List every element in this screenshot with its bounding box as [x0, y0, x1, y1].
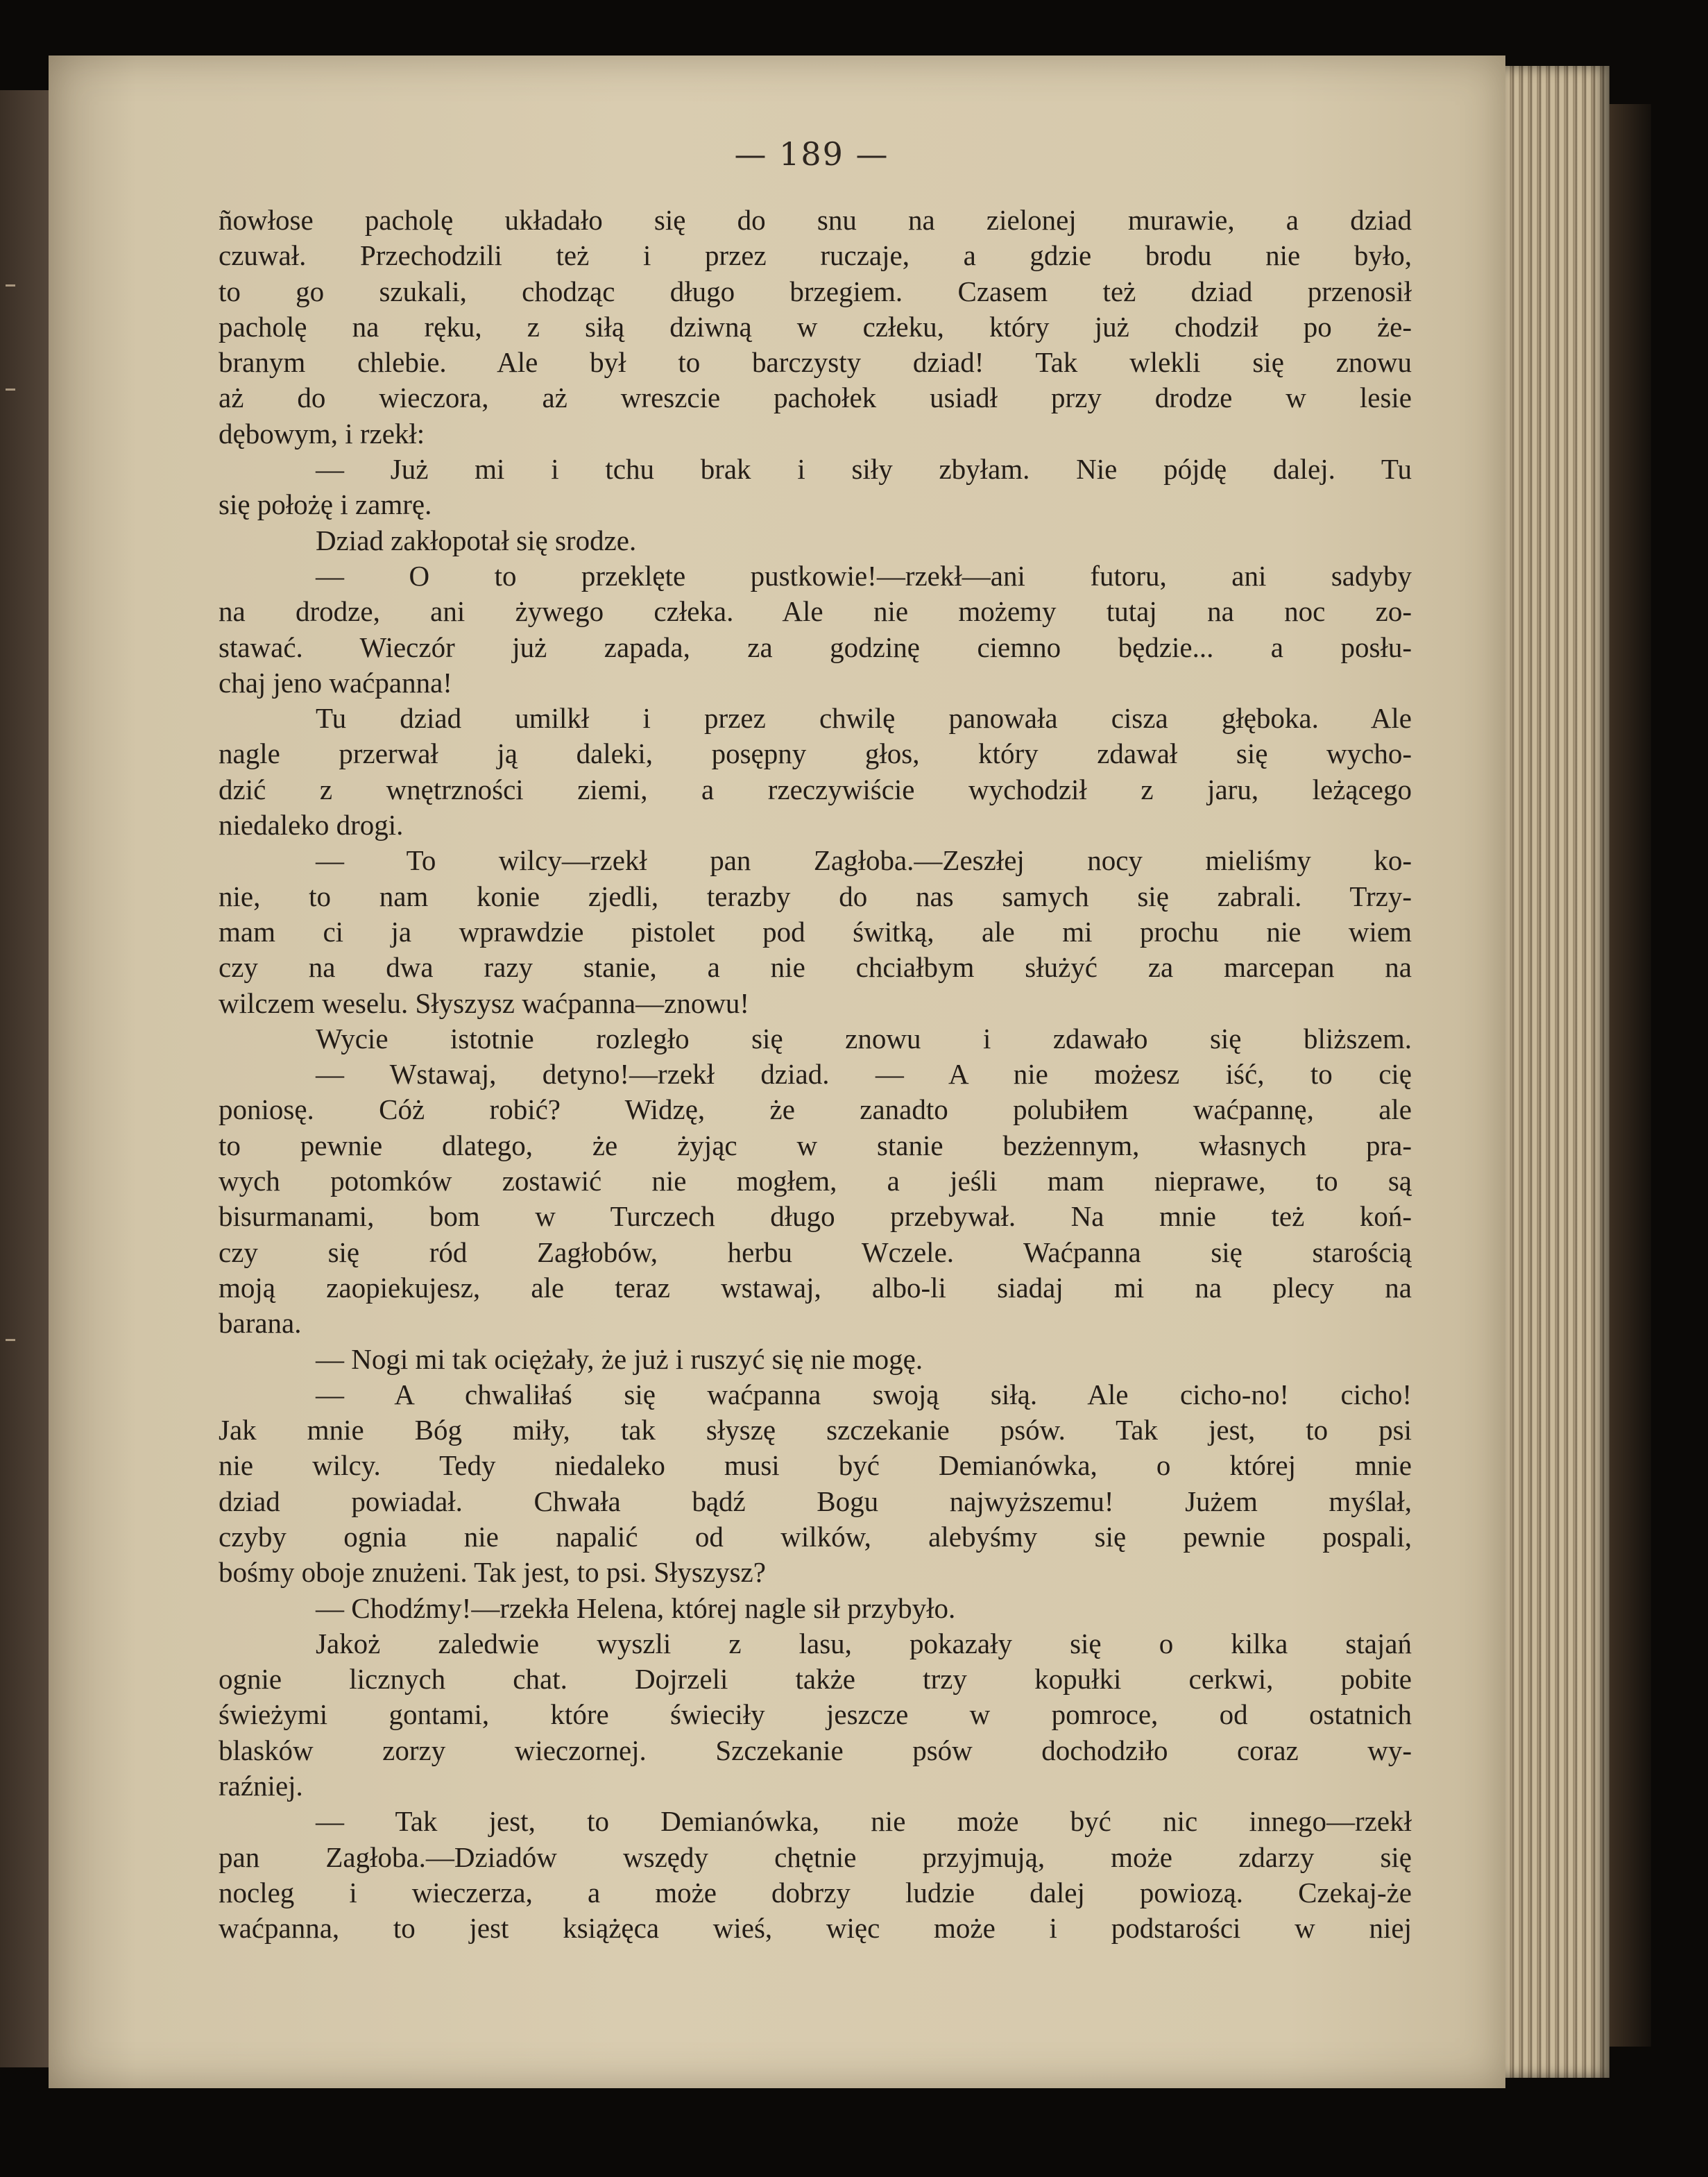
text-line: bośmy oboje znużeni. Tak jest, to psi. Słyszysz? [219, 1556, 766, 1589]
text-line: pacholę na ręku, z siłą dziwną w człeku, który już chodził po że- [219, 310, 1412, 343]
text-line: poniosę. Cóż robić? Widzę, że zanadto polubiłem waćpannę, ale [219, 1093, 1412, 1126]
text-line: — A chwaliłaś się waćpanna swoją siłą. Ale cicho-no! cicho! [316, 1378, 1412, 1410]
text-line: czyby ognia nie napalić od wilków, alebyśmy się pewnie pospali, [219, 1520, 1412, 1553]
text-line: czy się ród Zagłobów, herbu Wczele. Waćpanna się starością [219, 1236, 1412, 1268]
text-line: branym chlebie. Ale był to barczysty dziad! Tak wlekli się znowu [219, 346, 1412, 379]
text-line: dębowym, i rzekł: [219, 417, 425, 450]
text-line: stawać. Wieczór już zapada, za godzinę ciemno będzie... a posłu- [219, 631, 1412, 663]
text-line: wilczem weselu. Słyszysz waćpanna—znowu! [219, 987, 750, 1019]
text-line: dzić z wnętrzności ziemi, a rzeczywiście wychodził z jaru, leżącego [219, 773, 1412, 805]
text-line: Jak mnie Bóg miły, tak słyszę szczekanie psów. Tak jest, to psi [219, 1414, 1412, 1446]
text-line: świeżymi gontami, które świeciły jeszcze w pomroce, od ostatnich [219, 1698, 1412, 1731]
text-line: ñowłose pacholę układało się do snu na zielonej murawie, a dziad [219, 204, 1412, 236]
page-stack-edges [1505, 66, 1609, 2078]
text-line: aż do wieczora, aż wreszcie pachołek usiadł przy drodze w lesie [219, 382, 1412, 414]
text-line: mam ci ja wprawdzie pistolet pod świtką, ale mi prochu nie wiem [219, 915, 1412, 948]
page-number: — 189 — [734, 135, 889, 173]
text-line: pan Zagłoba.—Dziadów wszędy chętnie przyjmują, może zdarzy się [219, 1841, 1412, 1873]
text-line: bisurmanami, bom w Turczech długo przebywał. Na mnie też koń- [219, 1200, 1412, 1233]
page-text [219, 203, 1412, 1947]
text-line: nagle przerwał ją daleki, posępny głos, który zdawał się wycho- [219, 737, 1412, 770]
text-line: czuwał. Przechodzili też i przez ruczaje, a gdzie brodu nie było, [219, 239, 1412, 272]
text-line: nie, to nam konie zjedli, terazby do nas samych się zabrali. Trzy- [219, 880, 1412, 912]
text-line: na drodze, ani żywego człeka. Ale nie możemy tutaj na noc zo- [219, 595, 1412, 628]
text-line: się położę i zamrę. [219, 488, 432, 521]
text-line: niedaleko drogi. [219, 809, 404, 842]
text-line: — Chodźmy!—rzekła Helena, której nagle sił przybyło. [316, 1591, 956, 1624]
text-line: blasków zorzy wieczornej. Szczekanie psów dochodziło coraz wy- [219, 1734, 1412, 1766]
text-line: Wycie istotnie rozległo się znowu i zdawało się bliższem. [316, 1022, 1412, 1055]
text-line: Jakoż zaledwie wyszli z lasu, pokazały się o kilka stajań [316, 1627, 1412, 1659]
text-line: czy na dwa razy stanie, a nie chciałbym służyć za marcepan na [219, 951, 1412, 984]
text-line: raźniej. [219, 1770, 303, 1802]
text-line: Dziad zakłopotał się srodze. [316, 524, 637, 556]
text-line: — Nogi mi tak ociężały, że już i ruszyć się nie mogę. [316, 1342, 923, 1375]
text-line: — Wstawaj, detyno!—rzekł dziad. — A nie możesz iść, to cię [316, 1058, 1412, 1091]
text-line: nie wilcy. Tedy niedaleko musi być Demianówka, o której mnie [219, 1449, 1412, 1482]
text-line: to go szukali, chodząc długo brzegiem. Czasem też dziad przenosił [219, 275, 1412, 307]
text-line: wych potomków zostawić nie mogłem, a jeśli mam nieprawe, to są [219, 1165, 1412, 1197]
text-line: waćpanna, to jest książęca wieś, więc może i podstarości w niej [219, 1912, 1412, 1945]
text-line: dziad powiadał. Chwała bądź Bogu najwyższemu! Jużem myślał, [219, 1485, 1412, 1517]
text-line: Tu dziad umilkł i przez chwilę panowała cisza głęboka. Ale [316, 702, 1412, 735]
text-line: ognie licznych chat. Dojrzeli także trzy kopułki cerkwi, pobite [219, 1663, 1412, 1696]
text-line: — O to przeklęte pustkowie!—rzekł—ani futoru, ani sadyby [316, 559, 1412, 592]
text-line: barana. [219, 1307, 302, 1340]
text-line: moją zaopiekujesz, ale teraz wstawaj, albo-li siadaj mi na plecy na [219, 1271, 1412, 1304]
page-mark [6, 1339, 15, 1341]
text-line: to pewnie dlatego, że żyjąc w stanie bezżennym, własnych pra- [219, 1129, 1412, 1161]
text-line: chaj jeno waćpanna! [219, 666, 452, 699]
page-mark [6, 284, 15, 287]
book-cover-edge [1609, 104, 1651, 2047]
text-line: — Tak jest, to Demianówka, nie może być nic innego—rzekł [316, 1805, 1412, 1838]
text-line: nocleg i wieczerza, a może dobrzy ludzie dalej powiozą. Czekaj-że [219, 1876, 1412, 1909]
page-mark [6, 389, 15, 391]
text-line: — To wilcy—rzekł pan Zagłoba.—Zeszłej nocy mieliśmy ko- [316, 844, 1412, 877]
text-line: — Już mi i tchu brak i siły zbyłam. Nie pójdę dalej. Tu [316, 453, 1412, 486]
